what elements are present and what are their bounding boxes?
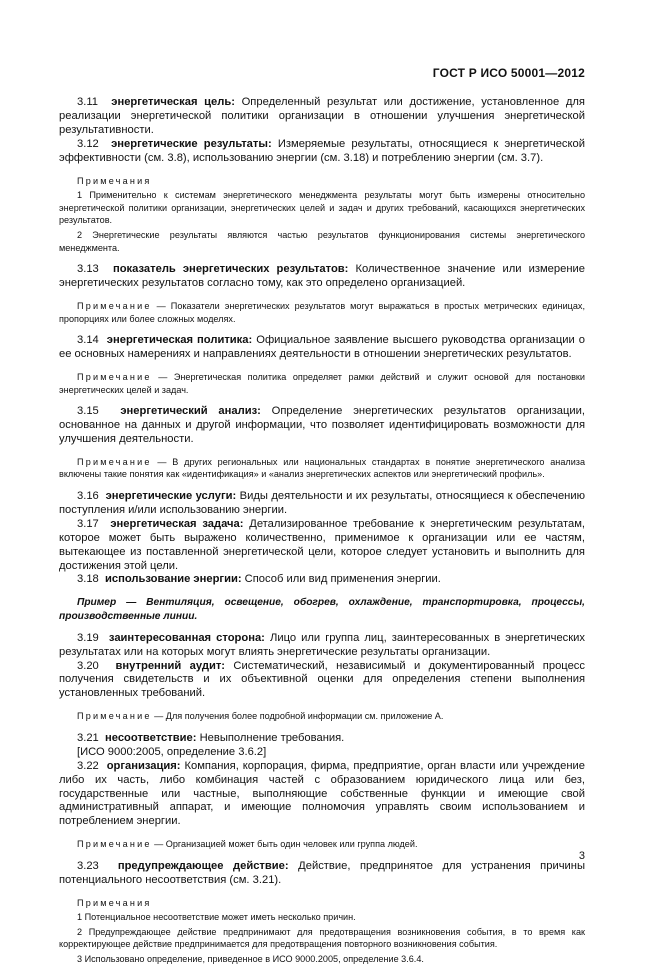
definition-term: использование энергии:	[105, 573, 242, 586]
definition-number: 3.13	[77, 263, 99, 276]
definition-number: 3.16	[77, 490, 99, 502]
note	[59, 838, 585, 851]
note	[59, 710, 585, 723]
definition-3-13	[59, 263, 585, 291]
definition-3-22	[59, 760, 585, 830]
definition-number: 3.14	[77, 334, 99, 347]
note-label: Примечание	[77, 711, 152, 722]
note-item: 2 Предупреждающее действие предпринимают для предотвращения возникновения события, в то время как корректирующее действие предпринимается для предотвращения повторного возникновения события.	[59, 926, 585, 950]
note-text: — Энергетическая политика определяет рамки действий и служит основой для постановки энергетических целей и задач.	[59, 371, 585, 395]
definition-text: Измеряемые результаты, относящиеся к энергетической эффективности (см. 3.8), использованию энергии (см. 3.18) и потреблению энергии (см. 3.7).	[59, 137, 586, 164]
note-label: Примечание	[77, 371, 152, 382]
definition-3-17	[59, 518, 585, 574]
note	[59, 300, 585, 325]
definition-text: Детализированное требование к энергетическим результатам, которое может быть выражено количественно, применимое к организации или ее частям, вытекающее из поставленной энергетической цели, которое следует установить и выполнить для достижения этой цели.	[59, 517, 585, 572]
definition-term: внутренний аудит:	[115, 659, 226, 672]
definition-term: энергетический анализ:	[120, 405, 261, 418]
definition-number: 3.21	[77, 731, 99, 744]
example: Пример — Вентиляция, освещение, обогрев, охлаждение, транспортировка, процессы, производственные линии.	[59, 597, 585, 622]
definition-text: Определение энергетических результатов организации, основанное на данных и другой информации, что позволяет идентифицировать возможности для улучшения деятельности.	[59, 405, 586, 445]
definition-text: Определенный результат или достижение, установленное для реализации энергетической политики организации в отношении улучшения энергетической результативности.	[59, 96, 585, 136]
notes-heading	[59, 175, 585, 188]
note-item: 1 Потенциальное несоответствие может иметь несколько причин.	[77, 912, 356, 923]
definition-3-21	[59, 732, 585, 746]
definition-term: энергетическая политика:	[106, 334, 253, 347]
note-text: — В других региональных или национальных стандартах в понятие энергетического анализа включены такие понятия как «идентификация» и «анализ энергетических аспектов или энергетический профиль».	[59, 456, 585, 480]
definition-number: 3.19	[77, 631, 99, 644]
definition-text: Официальное заявление высшего руководства организации о ее основных намерениях и направлениях деятельности в отношении энергетических результатов.	[59, 334, 586, 360]
note-text: — Для получения более подробной информации см. приложение А.	[154, 711, 444, 722]
definition-term: энергетическая цель:	[111, 96, 235, 108]
note-text: — Организацией может быть один человек или группа людей.	[154, 839, 418, 850]
notes-heading	[59, 897, 585, 910]
definition-term: организация:	[106, 759, 181, 772]
note	[59, 371, 585, 396]
definition-text: Лицо или группа лиц, заинтересованных в энергетических результатах или на которых могут влиять энергетические результаты организации.	[59, 631, 586, 658]
definition-3-15	[59, 405, 585, 447]
note-item: 3 Использовано определение, приведенное в ИСО 9000.2005, определение 3.6.4.	[77, 954, 424, 964]
definition-term: показатель энергетических результатов:	[112, 263, 349, 276]
definition-text: Способ или вид применения энергии.	[244, 573, 441, 586]
notes-heading-label: Примечания	[77, 175, 152, 186]
definition-number: 3.17	[77, 517, 99, 530]
definition-number: 3.23	[77, 859, 99, 872]
definition-3-23	[59, 860, 585, 888]
definition-text: Действие, предпринятое для устранения причины потенциального несоответствия (см. 3.21).	[59, 859, 585, 886]
definition-text: Невыполнение требования.	[199, 731, 345, 744]
definition-term: энергетическая задача:	[110, 517, 244, 530]
definition-text: Систематический, независимый и документированный процесс получения свидетельств и их объективной оценки для определения степени выполнения установленных требований.	[59, 659, 585, 700]
definition-term: предупреждающее действие:	[117, 859, 289, 872]
definition-number: 3.12	[77, 137, 99, 150]
definition-number: 3.15	[77, 405, 99, 418]
definition-number: 3.22	[77, 759, 99, 772]
definition-term: энергетические услуги:	[105, 490, 237, 502]
definition-number: 3.20	[77, 659, 99, 672]
note-label: Примечание	[77, 300, 152, 311]
definition-3-14	[59, 334, 585, 362]
document-body	[59, 96, 585, 966]
note-text: — Показатели энергетических результатов могут выражаться в простых метрических единицах, пропорциях или более сложных моделях.	[59, 300, 585, 324]
note-item: 2 Энергетические результаты являются частью результатов функционирования системы энергетического менеджмента.	[59, 229, 585, 253]
page-number: 3	[578, 850, 585, 862]
note-item: 1 Применительно к системам энергетического менеджмента результаты могут быть измерены относительно энергетической политики организации, энергетических целей и задач и других требований, касающихся энергетических результатов.	[59, 190, 585, 226]
definition-3-11	[59, 96, 585, 138]
definition-number: 3.11	[77, 96, 98, 108]
definition-3-19	[59, 632, 585, 660]
definition-3-16	[59, 490, 585, 518]
definition-text: Количественное значение или измерение энергетических результатов согласно тому, как это определено организацией.	[59, 263, 585, 289]
definition-3-20	[59, 660, 585, 702]
definition-term: энергетические результаты:	[111, 137, 272, 150]
document-header: ГОСТ Р ИСО 50001—2012	[432, 66, 585, 80]
note-label: Примечание	[77, 839, 152, 850]
definition-text: Виды деятельности и их результаты, относящиеся к обеспечению поступления и/или использованию энергии.	[59, 490, 586, 516]
definition-3-18	[59, 573, 585, 587]
source-reference: [ИСО 9000:2005, определение 3.6.2]	[77, 745, 267, 758]
note	[59, 456, 585, 481]
definition-term: заинтересованная сторона:	[108, 631, 265, 644]
notes-heading-label: Примечания	[77, 897, 152, 908]
note-label: Примечание	[77, 456, 152, 467]
definition-text: Компания, корпорация, фирма, предприятие, орган власти или учреждение либо их часть, либо комбинация частей с образованием юридического лица или без, государственные или частные, выполняющие собственные функции и имеющие свой административный аппарат, и имеющие полномочия управлять своим использованием и потреблением энергии.	[59, 759, 586, 828]
definition-number: 3.18	[77, 573, 99, 586]
definition-term: несоответствие:	[105, 731, 197, 744]
definition-3-12	[59, 138, 585, 166]
